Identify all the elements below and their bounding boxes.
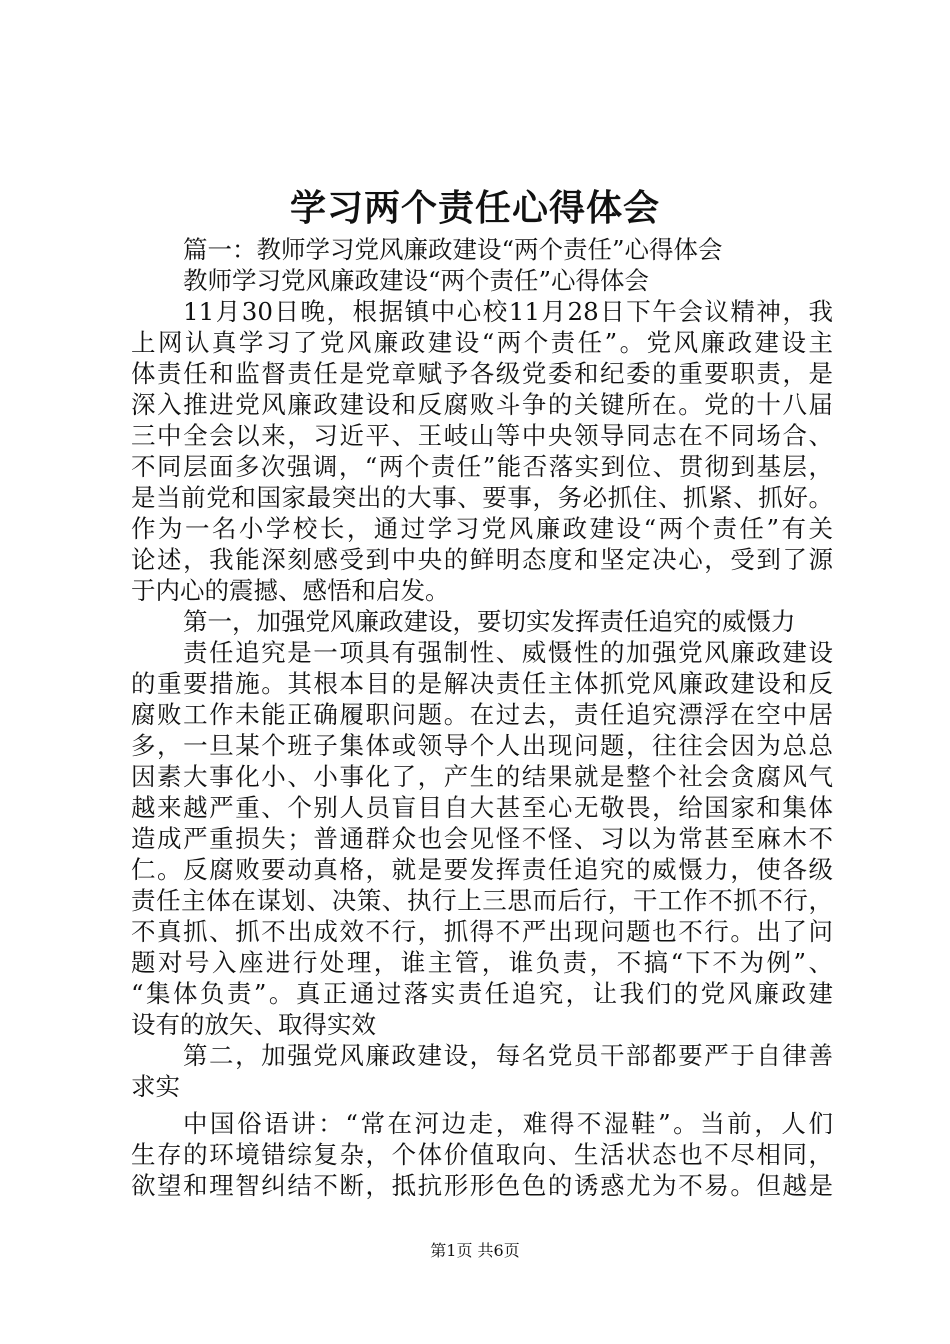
point-heading: 第一，加强党风廉政建设，要切实发挥责任追究的威慑力 <box>183 607 796 636</box>
paragraph-line: 体责任和监督责任是党章赋予各级党委和纪委的重要职责，是 <box>131 359 833 388</box>
paragraph-line: 深入推进党风廉政建设和反腐败斗争的关键所在。党的十八届 <box>131 390 833 419</box>
page-number-footer: 第1页 共6页 <box>430 1241 520 1260</box>
paragraph-line: 是当前党和国家最突出的大事、要事，务必抓住、抓紧、抓好。 <box>131 483 833 512</box>
paragraph-line: 欲望和理智纠结不断，抵抗形形色色的诱惑尤为不易。但越是 <box>131 1171 833 1200</box>
paragraph-line: 责任追究是一项具有强制性、威慑性的加强党风廉政建设 <box>183 638 833 667</box>
paragraph-line: 论述，我能深刻感受到中央的鲜明态度和坚定决心，受到了源 <box>131 545 833 574</box>
paragraph-line: 于内心的震撼、感悟和启发。 <box>131 576 450 605</box>
paragraph-line: 仁。反腐败要动真格，就是要发挥责任追究的威慑力，使各级 <box>131 855 833 884</box>
paragraph-line: 中国俗语讲：“常在河边走，难得不湿鞋”。当前，人们 <box>183 1109 833 1138</box>
paragraph-line: 责任主体在谋划、决策、执行上三思而后行，干工作不抓不行， <box>131 886 833 915</box>
paragraph-line: 不同层面多次强调，“两个责任”能否落实到位、贯彻到基层， <box>131 452 833 481</box>
paragraph-line: 作为一名小学校长，通过学习党风廉政建设“两个责任”有关 <box>131 514 833 543</box>
paragraph-line: 多，一旦某个班子集体或领导个人出现问题，往往会因为总总 <box>131 731 833 760</box>
subheading: 教师学习党风廉政建设“两个责任”心得体会 <box>183 266 650 295</box>
paragraph-line: 不真抓、抓不出成效不行，抓得不严出现问题也不行。出了问 <box>131 917 833 946</box>
paragraph-line: “集体负责”。真正通过落实责任追究，让我们的党风廉政建 <box>131 979 833 1008</box>
paragraph-line: 腐败工作未能正确履职问题。在过去，责任追究漂浮在空中居 <box>131 700 833 729</box>
document-title: 学习两个责任心得体会 <box>289 187 660 229</box>
point-heading: 第二，加强党风廉政建设，每名党员干部都要严于自律善 <box>183 1041 833 1070</box>
paragraph-line: 11月30日晚，根据镇中心校11月28日下午会议精神，我 <box>183 297 833 326</box>
paragraph-line: 的重要措施。其根本目的是解决责任主体抓党风廉政建设和反 <box>131 669 833 698</box>
paragraph-line: 设有的放矢、取得实效 <box>131 1010 376 1039</box>
section-heading: 篇一：教师学习党风廉政建设“两个责任”心得体会 <box>183 235 723 264</box>
paragraph-line: 题对号入座进行处理，谁主管，谁负责，不搞“下不为例”、 <box>131 948 833 977</box>
paragraph-line: 越来越严重、个别人员盲目自大甚至心无敬畏，给国家和集体 <box>131 793 833 822</box>
document-body <box>131 234 833 1201</box>
paragraph-line: 上网认真学习了党风廉政建设“两个责任”。党风廉政建设主 <box>131 328 833 357</box>
paragraph-line: 三中全会以来，习近平、王岐山等中央领导同志在不同场合、 <box>131 421 833 450</box>
paragraph-line: 因素大事化小、小事化了，产生的结果就是整个社会贪腐风气 <box>131 762 833 791</box>
paragraph-line: 生存的环境错综复杂，个体价值取向、生活状态也不尽相同， <box>131 1140 833 1169</box>
point-heading: 求实 <box>131 1072 180 1101</box>
paragraph-line: 造成严重损失；普通群众也会见怪不怪、习以为常甚至麻木不 <box>131 824 833 853</box>
